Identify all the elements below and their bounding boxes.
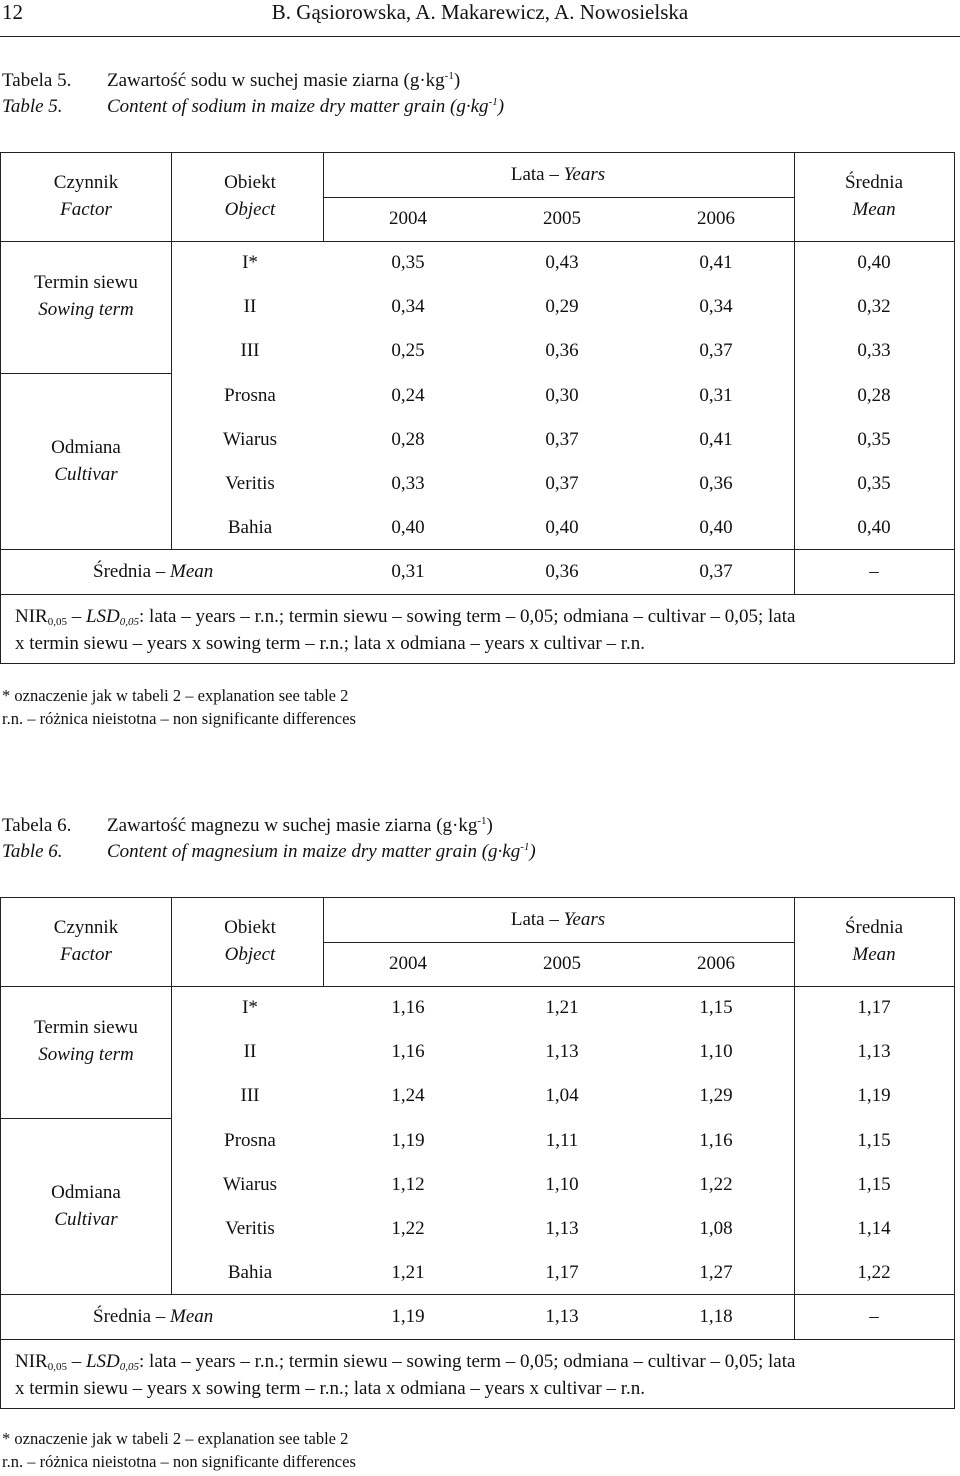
header-years <box>511 909 605 931</box>
mean-cell: 1,13 <box>857 1041 891 1063</box>
caption-pl <box>2 68 504 94</box>
object-label: III <box>240 340 260 362</box>
rule <box>794 153 795 594</box>
caption-en-label: Table 6. <box>2 841 63 862</box>
data-cell: 1,15 <box>699 997 733 1018</box>
mean-cell: 0,40 <box>857 517 891 539</box>
rule <box>1 1339 954 1340</box>
lsd-rest: : lata – years – r.n.; termin siewu – sowing term – 0,05; odmiana – cultivar – 0,05; lata <box>139 1351 796 1372</box>
dash: – <box>66 606 86 627</box>
data-cell: 1,11 <box>545 1129 579 1151</box>
data-cell: 0,37 <box>545 473 579 494</box>
mean-cell: 0,33 <box>857 340 891 362</box>
header-mean <box>845 914 903 968</box>
rule <box>1 1294 954 1295</box>
object-label: III <box>240 1085 260 1107</box>
group-label <box>34 269 138 323</box>
mean-row-value: 0,36 <box>545 561 579 582</box>
data-cell: 1,21 <box>545 997 579 1018</box>
data-cell: 0,40 <box>545 517 579 539</box>
object-label: I* <box>242 997 258 1018</box>
mean-row-label-en: Mean <box>170 1306 214 1327</box>
header-object <box>224 914 276 968</box>
group-label-en: Cultivar <box>54 464 118 485</box>
data-cell: 1,16 <box>699 1129 733 1151</box>
data-cell: 0,35 <box>391 252 425 273</box>
caption-close: ) <box>486 815 493 836</box>
group-label <box>51 1179 121 1233</box>
data-cell: 1,21 <box>391 1262 425 1284</box>
data-cell: 0,25 <box>391 340 425 362</box>
header-year-2005: 2005 <box>543 953 581 974</box>
data-cell: 0,41 <box>699 252 733 273</box>
caption-pl <box>2 813 536 839</box>
data-cell: 0,36 <box>545 340 579 362</box>
data-cell: 1,13 <box>545 1041 579 1063</box>
mean-cell: 0,32 <box>857 296 891 318</box>
header-factor-en: Factor <box>60 199 112 220</box>
object-label: Prosna <box>224 1129 276 1151</box>
caption-en-title-text: Content of sodium in maize dry matter grain (g·kg <box>107 96 489 117</box>
rule <box>794 898 795 1339</box>
header-year-2005: 2005 <box>543 208 581 229</box>
unit-exponent: -1 <box>488 96 498 108</box>
mean-row-value: 0,37 <box>699 561 733 582</box>
data-cell: 0,43 <box>545 252 579 273</box>
data-cell: 0,30 <box>545 384 579 406</box>
caption-pl-label: Tabela 6. <box>2 815 72 836</box>
data-cell: 0,41 <box>699 428 733 450</box>
mean-row-value: 1,13 <box>545 1306 579 1327</box>
caption-en <box>2 839 536 865</box>
header-year-2006: 2006 <box>697 953 735 974</box>
page-number: 12 <box>2 0 23 24</box>
data-cell: 1,29 <box>699 1085 733 1107</box>
header-years <box>511 164 605 186</box>
mean-row-value: 1,18 <box>699 1306 733 1327</box>
group-label-en: Cultivar <box>54 1209 118 1230</box>
header-mean-pl: Średnia <box>844 172 904 193</box>
header-factor <box>54 914 118 968</box>
mean-row-label-pl: Średnia – <box>93 561 171 582</box>
mean-row-value: 1,19 <box>391 1306 425 1327</box>
header-years-pl: Lata – <box>510 164 564 185</box>
lsd-line-2: x termin siewu – years x sowing term – r.n.; lata x odmiana – years x cultivar – r.n. <box>15 633 646 654</box>
running-head: B. Gąsiorowska, A. Makarewicz, A. Nowosielska <box>271 0 689 24</box>
footnote-asterisk: * oznaczenie jak w tabeli 2 – explanation see table 2 <box>2 686 349 705</box>
object-label: II <box>243 1041 257 1063</box>
dash: – <box>66 1351 86 1372</box>
caption-pl-title-text: Zawartość magnezu w suchej masie ziarna (g·kg <box>107 815 478 836</box>
mean-cell: 0,28 <box>857 384 891 406</box>
header-years-en: Years <box>563 164 606 185</box>
mean-cell: 0,35 <box>857 428 891 450</box>
mean-row-value: 0,31 <box>391 561 425 582</box>
data-cell: 1,16 <box>391 1041 425 1063</box>
data-cell: 1,10 <box>699 1041 733 1063</box>
caption-en-title <box>107 94 504 120</box>
header-object <box>224 169 276 223</box>
group-label-en: Sowing term <box>38 299 134 320</box>
table-6-footnotes <box>2 1427 356 1473</box>
data-cell: 1,04 <box>545 1085 579 1107</box>
unit-exponent: -1 <box>477 815 487 827</box>
header-mean-en: Mean <box>852 199 896 220</box>
rule <box>171 153 172 549</box>
caption-close: ) <box>529 841 536 862</box>
data-cell: 1,24 <box>391 1085 425 1107</box>
header-object-en: Object <box>224 944 276 965</box>
rule <box>171 898 172 1294</box>
lsd-note <box>15 603 795 657</box>
mean-row-value: – <box>869 561 879 582</box>
rule <box>1 373 171 374</box>
data-cell: 1,27 <box>699 1262 733 1284</box>
group-label-pl: Termin siewu <box>34 272 138 293</box>
mean-cell: 1,17 <box>857 997 891 1018</box>
mean-cell: 0,40 <box>857 252 891 273</box>
header-year-2004: 2004 <box>389 953 427 974</box>
object-label: Wiarus <box>222 1173 278 1195</box>
table-5-caption <box>2 68 504 120</box>
caption-pl-title <box>107 813 493 839</box>
data-cell: 0,37 <box>699 340 733 362</box>
lsd-label: LSD <box>85 1351 120 1372</box>
header-object-pl: Obiekt <box>224 172 276 193</box>
lsd-line-1 <box>15 603 795 630</box>
group-label-en: Sowing term <box>38 1044 134 1065</box>
unit-exponent: -1 <box>520 841 530 853</box>
lsd-subscript: 0,05 <box>119 616 140 628</box>
data-cell: 0,33 <box>391 473 425 494</box>
mean-row-label-en: Mean <box>170 561 214 582</box>
mean-row-label <box>93 561 213 583</box>
unit-exponent: -1 <box>444 70 454 82</box>
group-label <box>34 1014 138 1068</box>
rule <box>323 197 794 198</box>
lsd-label: LSD <box>85 606 120 627</box>
data-cell: 0,37 <box>545 428 579 450</box>
caption-en-title-text: Content of magnesium in maize dry matter grain (g·kg <box>107 841 521 862</box>
object-label: Wiarus <box>222 428 278 450</box>
rule <box>1 594 954 595</box>
caption-en-title <box>107 839 536 865</box>
group-label-pl: Termin siewu <box>34 1017 138 1038</box>
mean-row-label <box>93 1306 213 1328</box>
lsd-note <box>15 1348 795 1402</box>
lsd-line-1 <box>15 1348 795 1375</box>
nir-subscript: 0,05 <box>47 1361 67 1373</box>
data-cell: 0,40 <box>391 517 425 539</box>
data-cell: 1,10 <box>545 1173 579 1195</box>
header-object-en: Object <box>224 199 276 220</box>
data-cell: 0,24 <box>391 384 425 406</box>
footnote-rn: r.n. – różnica nieistotna – non significante differences <box>2 709 356 728</box>
table-5-footnotes <box>2 684 356 730</box>
header-years-en: Years <box>563 909 606 930</box>
nir-label: NIR <box>15 1351 48 1372</box>
header-years-pl: Lata – <box>510 909 564 930</box>
data-cell: 1,19 <box>391 1129 425 1151</box>
lsd-rest: : lata – years – r.n.; termin siewu – sowing term – 0,05; odmiana – cultivar – 0,05; lata <box>139 606 796 627</box>
mean-cell: 1,15 <box>857 1173 891 1195</box>
caption-en <box>2 94 504 120</box>
group-label-pl: Odmiana <box>51 437 121 458</box>
header-factor-pl: Czynnik <box>53 172 119 193</box>
nir-label: NIR <box>15 606 48 627</box>
object-label: Prosna <box>224 384 276 406</box>
mean-cell: 1,15 <box>857 1129 891 1151</box>
object-label: I* <box>242 252 258 273</box>
nir-subscript: 0,05 <box>47 616 67 628</box>
table-5 <box>0 152 955 664</box>
header-mean <box>845 169 903 223</box>
header-year-2004: 2004 <box>389 208 427 229</box>
rule <box>1 549 954 550</box>
rule <box>1 986 954 987</box>
group-label <box>51 434 121 488</box>
data-cell: 0,34 <box>699 296 733 318</box>
mean-row-value: – <box>869 1306 879 1327</box>
mean-cell: 1,22 <box>857 1262 891 1284</box>
rule <box>323 942 794 943</box>
header-factor-en: Factor <box>60 944 112 965</box>
caption-pl-title-text: Zawartość sodu w suchej masie ziarna (g·kg <box>107 70 445 91</box>
data-cell: 0,36 <box>699 473 733 494</box>
caption-pl-title <box>107 68 460 94</box>
data-cell: 1,17 <box>545 1262 579 1284</box>
data-cell: 1,22 <box>699 1173 733 1195</box>
table-6-caption <box>2 813 536 865</box>
data-cell: 0,29 <box>545 296 579 318</box>
mean-cell: 1,19 <box>857 1085 891 1107</box>
object-label: Veritis <box>225 1218 275 1239</box>
header-object-pl: Obiekt <box>224 917 276 938</box>
data-cell: 0,28 <box>391 428 425 450</box>
data-cell: 1,16 <box>391 997 425 1018</box>
header-mean-en: Mean <box>852 944 896 965</box>
object-label: II <box>243 296 257 318</box>
page-header <box>0 0 960 37</box>
mean-cell: 1,14 <box>857 1218 891 1239</box>
data-cell: 0,31 <box>699 384 733 406</box>
mean-cell: 0,35 <box>857 473 891 494</box>
header-year-2006: 2006 <box>697 208 735 229</box>
caption-en-label: Table 5. <box>2 96 63 117</box>
lsd-line-2: x termin siewu – years x sowing term – r.n.; lata x odmiana – years x cultivar – r.n. <box>15 1378 646 1399</box>
group-label-pl: Odmiana <box>51 1182 121 1203</box>
footnote-rn: r.n. – różnica nieistotna – non significante differences <box>2 1452 356 1471</box>
caption-close: ) <box>453 70 461 91</box>
object-label: Bahia <box>227 517 273 539</box>
mean-row-label-pl: Średnia – <box>93 1306 171 1327</box>
rule <box>1 241 954 242</box>
footnote-asterisk: * oznaczenie jak w tabeli 2 – explanation see table 2 <box>2 1429 349 1448</box>
data-cell: 1,12 <box>391 1173 425 1195</box>
lsd-subscript: 0,05 <box>119 1361 140 1373</box>
header-factor-pl: Czynnik <box>53 917 119 938</box>
table-6 <box>0 897 955 1409</box>
data-cell: 1,22 <box>391 1218 425 1239</box>
header-factor <box>54 169 118 223</box>
data-cell: 1,13 <box>545 1218 579 1239</box>
data-cell: 0,34 <box>391 296 425 318</box>
data-cell: 1,08 <box>699 1218 733 1239</box>
data-cell: 0,40 <box>699 517 733 539</box>
object-label: Bahia <box>227 1262 273 1284</box>
rule <box>1 1118 171 1119</box>
caption-close: ) <box>497 96 505 117</box>
header-mean-pl: Średnia <box>844 917 904 938</box>
object-label: Veritis <box>225 473 275 494</box>
caption-pl-label: Tabela 5. <box>2 70 72 91</box>
